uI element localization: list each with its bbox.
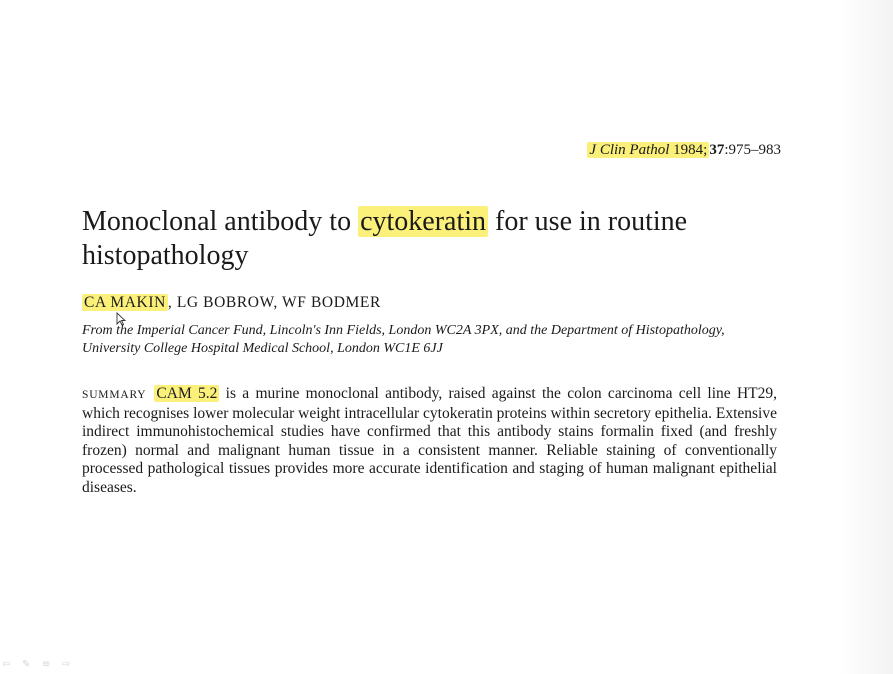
citation-year: 1984; (673, 142, 708, 158)
title-highlight: cytokeratin (360, 206, 487, 237)
menu-icon[interactable]: ≡ (42, 659, 51, 670)
forward-arrow-icon[interactable]: ⇨ (62, 659, 71, 670)
citation-pages: :975–983 (724, 142, 781, 158)
summary-paragraph (82, 385, 777, 497)
journal-citation (587, 142, 781, 159)
title-before: Monoclonal antibody to (82, 206, 359, 237)
presentation-toolbar (2, 660, 74, 670)
paper-title (82, 205, 802, 273)
title-after: for use in routine histopathology (82, 206, 688, 271)
journal-name: J Clin Pathol (589, 142, 670, 158)
author-list (82, 294, 381, 312)
other-authors: , LG BOBROW, WF BODMER (167, 294, 381, 311)
back-arrow-icon[interactable]: ⇦ (2, 659, 11, 670)
summary-text: is a murine monoclonal antibody, raised against the colon carcinoma cell line HT29, which recognises lower molecular weight intracellular cytokeratin proteins within secretory epithelia. Extensive indirect immunohistochemical studies have confirmed that this antibody stains formalin fixed (and freshly frozen) normal and malignant human tissue in a consistent manner. Reliable staining of conventionally processed pathological tissues provides more accurate identification and staging of human malignant epithelial diseases. (82, 385, 777, 496)
summary-label: SUMMARY (82, 389, 147, 401)
citation-highlight (587, 142, 709, 158)
pen-icon[interactable]: ✎ (22, 659, 31, 670)
author-affiliation: From the Imperial Cancer Fund, Lincoln's Inn Fields, London WC2A 3PX, and the Department of Histopathology, University College Hospital Medical School, London WC1E 6JJ (82, 323, 725, 356)
summary-highlight: CAM 5.2 (156, 385, 218, 402)
citation-volume: 37 (709, 142, 725, 158)
first-author: CA MAKIN (84, 294, 166, 311)
